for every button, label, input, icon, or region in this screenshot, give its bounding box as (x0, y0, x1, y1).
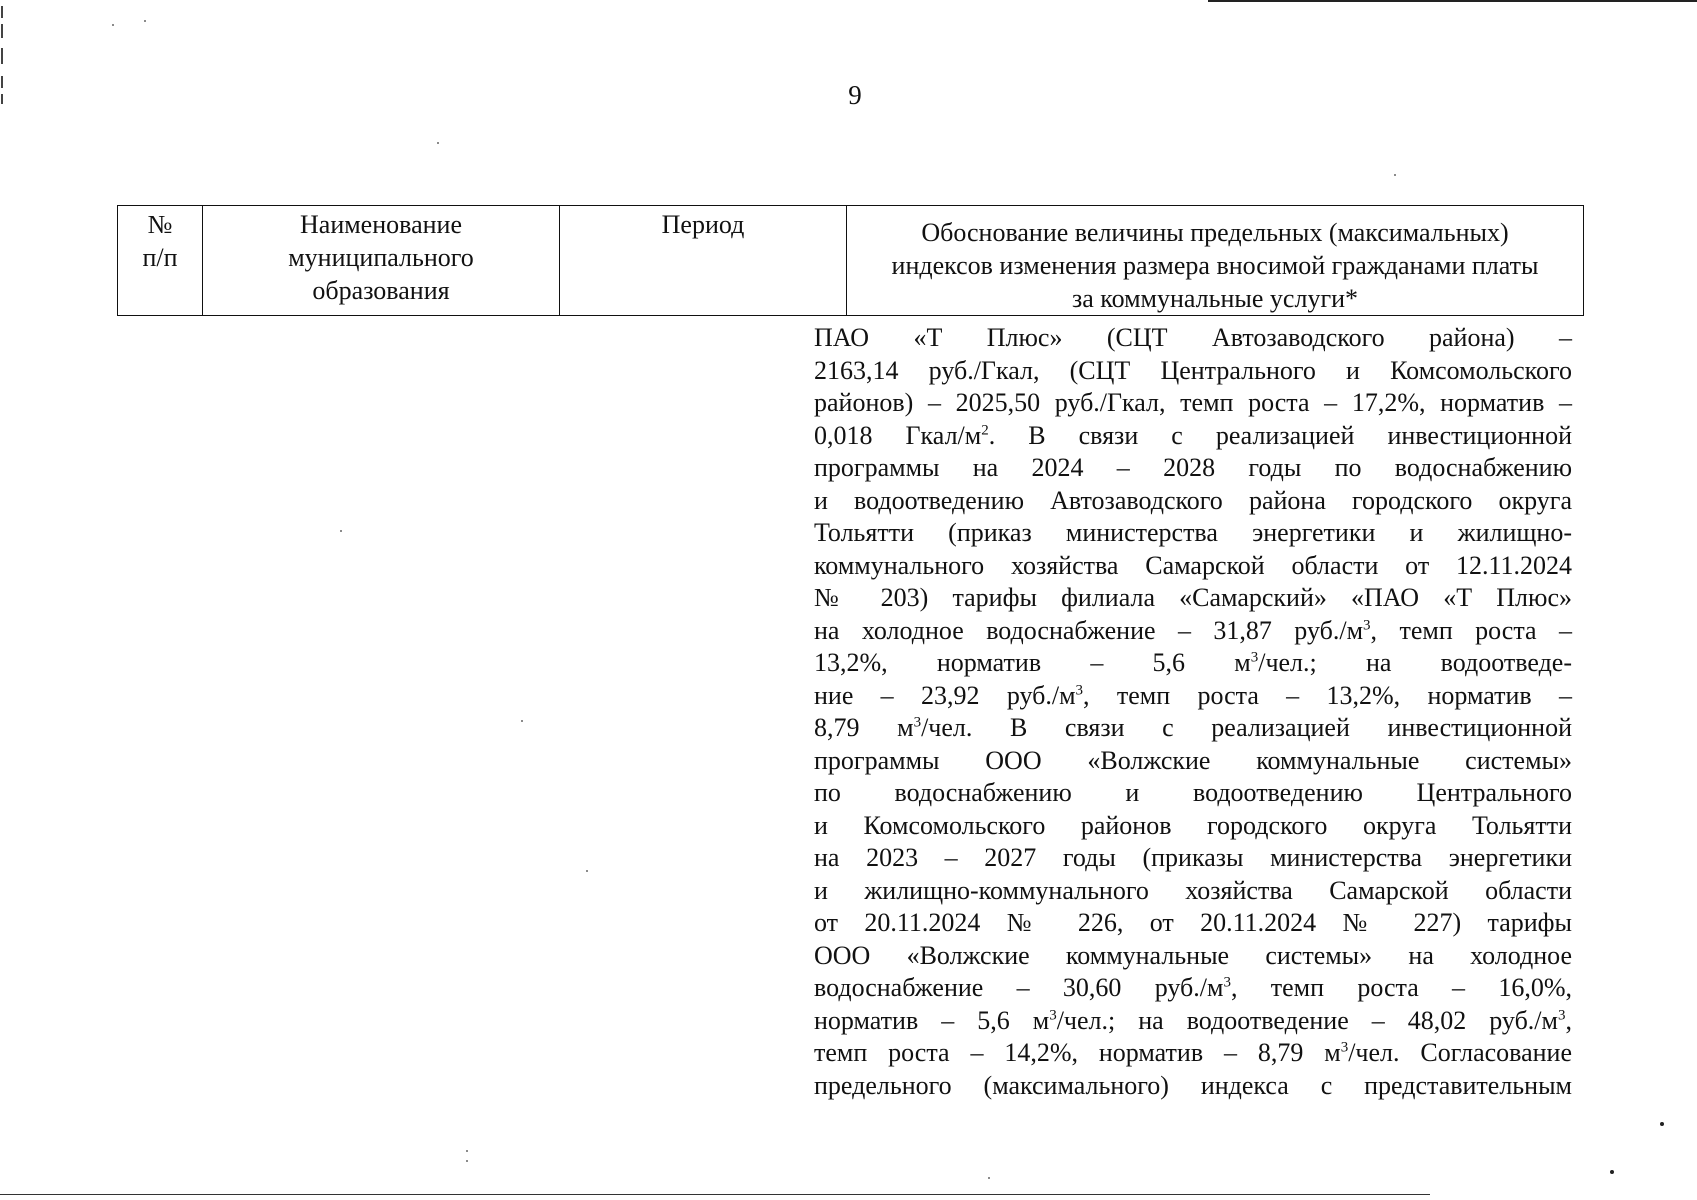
body-line: ПАО «Т Плюс» (СЦТ Автозаводского района) – (814, 323, 1572, 352)
header-text: индексов изменения размера вносимой гражданами платы (891, 251, 1539, 280)
scan-speck (1394, 174, 1396, 176)
body-line: 0,018 Гкал/$м^2$. В связи с реализацией инвестиционной (814, 420, 1572, 450)
scan-speck (1610, 1170, 1614, 1174)
body-line: и Комсомольского районов городского округа Тольятти (814, 810, 1572, 840)
body-line: программы ООО «Волжские коммунальные системы» (814, 745, 1572, 775)
scan-speck (437, 142, 439, 144)
body-line: № 203) тарифы филиала «Самарский» «ПАО «Т Плюс» (814, 583, 1572, 612)
left-margin-marks (0, 0, 3, 105)
header-col-number (118, 206, 203, 316)
header-col-municipality (203, 206, 560, 316)
body-line: темп роста – 14,2%, норматив – 8,79 $м^3$/чел. Согласование (814, 1038, 1572, 1067)
header-text: Период (661, 210, 745, 239)
body-line: 2163,14 руб./Гкал, (СЦТ Центрального и Комсомольского (814, 355, 1572, 385)
body-line: от 20.11.2024 № 226, от 20.11.2024 № 227) тарифы (814, 908, 1572, 937)
body-line: программы на 2024 – 2028 годы по водоснабжению (814, 453, 1572, 482)
page-number: 9 (848, 80, 862, 110)
scan-speck (1660, 1122, 1664, 1126)
body-line: ООО «Волжские коммунальные системы» на холодное (814, 940, 1572, 970)
header-text: Наименование (300, 210, 462, 239)
bottom-edge-rule (0, 1194, 1430, 1195)
body-line: по водоснабжению и водоотведению Центрального (814, 778, 1572, 807)
body-line: норматив – 5,6 $м^3$/чел.; на водоотведение – 48,02 $руб./м^3$, (814, 1005, 1572, 1035)
scan-speck (466, 1150, 468, 1152)
body-line: водоснабжение – 30,60 $руб./м^3$, темп роста – 16,0%, (814, 973, 1572, 1002)
scan-speck (521, 720, 523, 722)
body-line: предельного (максимального) индекса с представительным (814, 1070, 1572, 1100)
header-text: № (147, 210, 173, 239)
scan-speck (466, 1160, 468, 1162)
body-line: и водоотведению Автозаводского района городского округа (814, 485, 1572, 515)
body-line: коммунального хозяйства Самарской области от 12.11.2024 (814, 550, 1572, 580)
scan-speck (340, 530, 342, 532)
header-col-justification (847, 206, 1584, 316)
body-line: и жилищно-коммунального хозяйства Самарской области (814, 875, 1572, 905)
scan-speck (586, 870, 588, 872)
scan-speck (988, 1177, 990, 1179)
body-line: районов) – 2025,50 руб./Гкал, темп роста – 17,2%, норматив – (814, 388, 1572, 417)
header-text: муниципального (288, 243, 474, 272)
header-col-period (560, 206, 847, 316)
top-edge-rule (1208, 0, 1697, 2)
body-line: ние – 23,92 $руб./м^3$, темп роста – 13,2%, норматив – (814, 680, 1572, 710)
header-text: образования (312, 276, 450, 305)
header-text: п/п (142, 243, 178, 272)
body-line: на холодное водоснабжение – 31,87 $руб./м^3$, темп роста – (814, 615, 1572, 645)
header-text: Обоснование величины предельных (максимальных) (921, 218, 1509, 247)
body-line: Тольятти (приказ министерства энергетики и жилищно- (814, 518, 1572, 547)
scan-speck (112, 24, 114, 26)
body-line: 13,2%, норматив – 5,6 $м^3$/чел.; на водоотведе- (814, 648, 1572, 677)
scan-speck (144, 20, 146, 22)
body-line: 8,79 $м^3$/чел. В связи с реализацией инвестиционной (814, 713, 1573, 742)
justification-text (814, 322, 1572, 1102)
header-text: за коммунальные услуги* (1071, 284, 1359, 313)
table-header (117, 205, 1584, 316)
body-line: на 2023 – 2027 годы (приказы министерства энергетики (814, 843, 1572, 872)
